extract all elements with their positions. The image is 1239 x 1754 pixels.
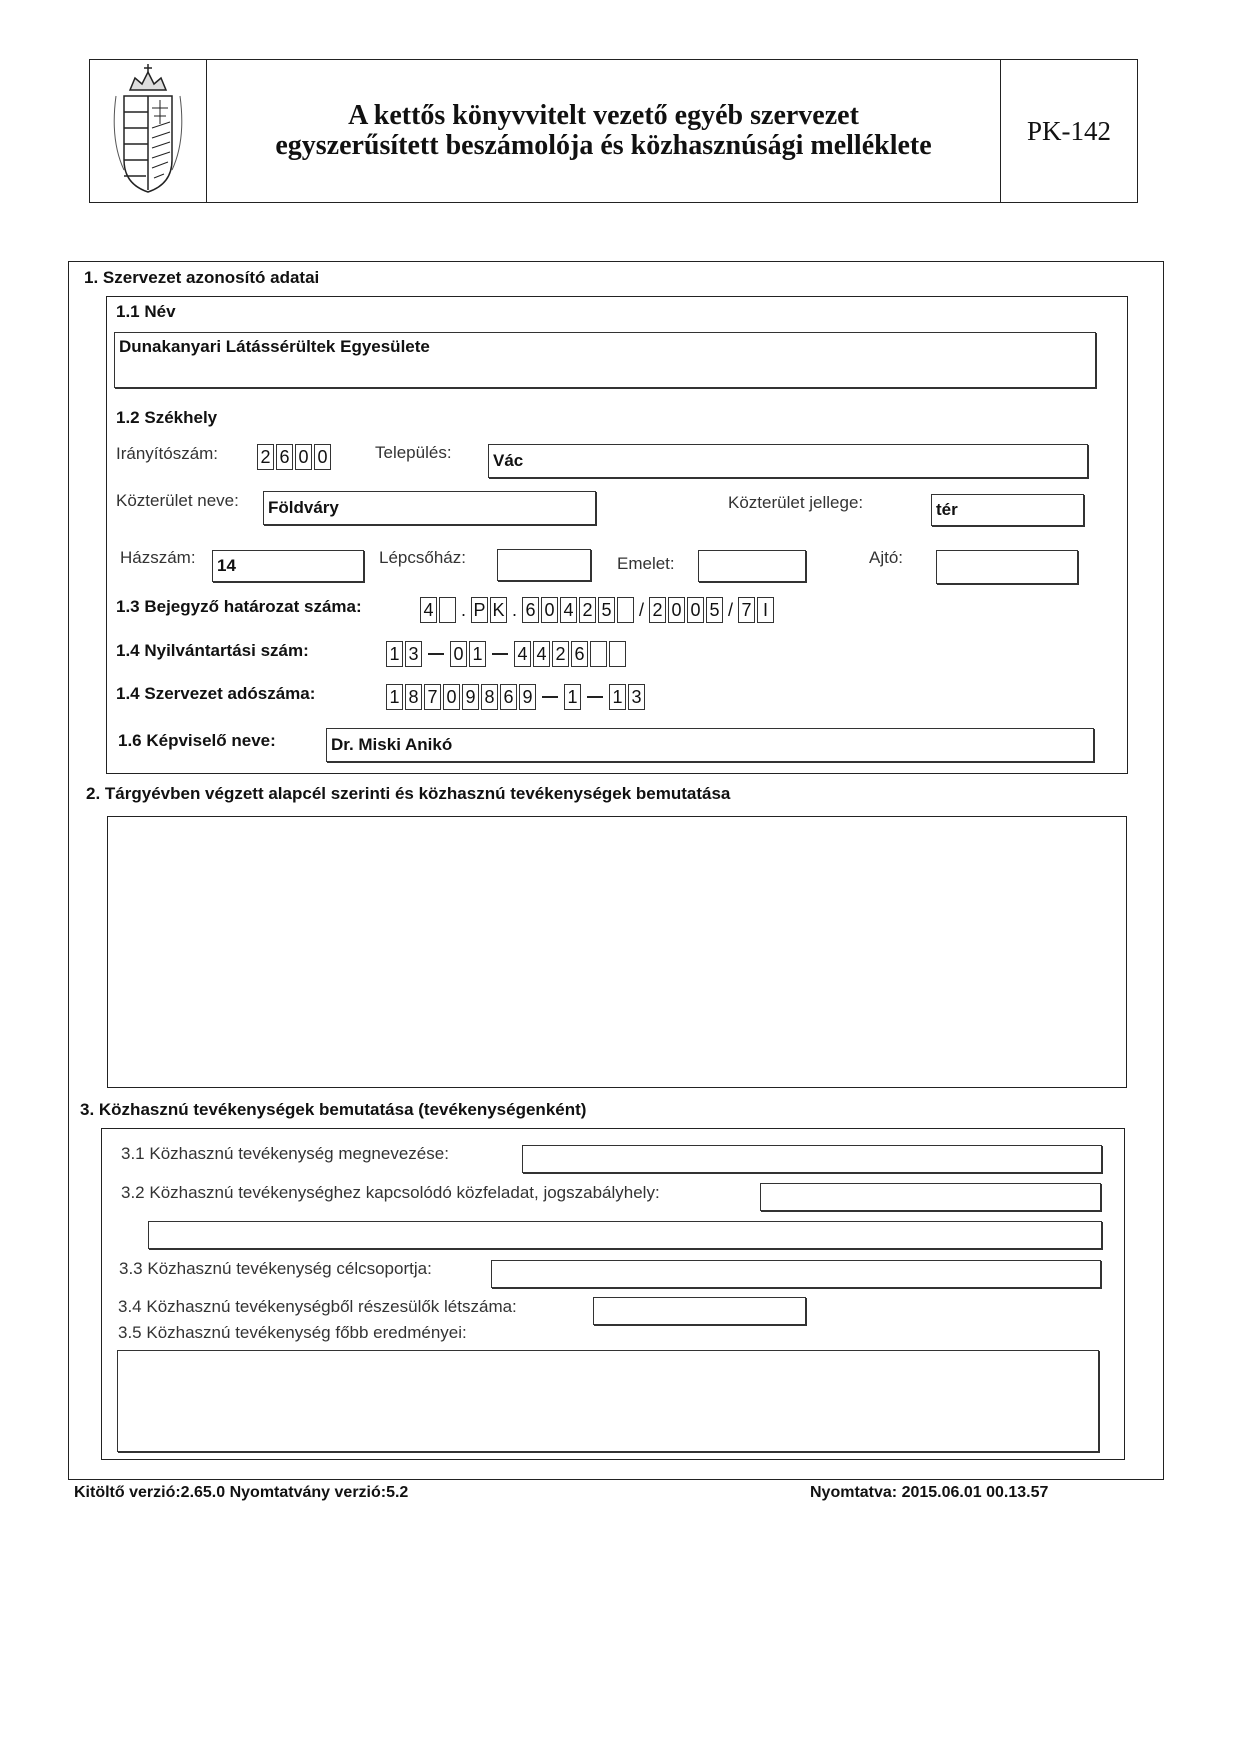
q34-field[interactable] — [593, 1297, 806, 1325]
section2-textarea[interactable] — [107, 816, 1127, 1088]
q31-field[interactable] — [522, 1145, 1102, 1173]
q31-label: 3.1 Közhasznú tevékenység megnevezése: — [121, 1144, 449, 1163]
seat-label: 1.2 Székhely — [116, 408, 218, 427]
digit-box[interactable]: 6 — [522, 597, 539, 623]
coat-of-arms-logo — [90, 60, 207, 201]
footer-version: Kitöltő verzió:2.65.0 Nyomtatvány verzió:5.2 — [74, 1484, 409, 1501]
q32-field[interactable] — [760, 1183, 1101, 1211]
zip-digits[interactable] — [257, 444, 331, 470]
digit-box[interactable]: 1 — [469, 641, 486, 667]
zip-label: Irányítószám: — [116, 444, 219, 463]
digit-box[interactable]: 4 — [420, 597, 437, 623]
dot-separator: . — [461, 599, 467, 620]
digit-box[interactable]: 1 — [386, 684, 403, 710]
house-field[interactable]: 14 — [212, 550, 364, 582]
registration-decision-label: 1.3 Bejegyző határozat száma: — [116, 597, 362, 616]
digit-box[interactable]: 1 — [386, 641, 403, 667]
street-type-field[interactable]: tér — [931, 494, 1084, 526]
digit-box[interactable]: 0 — [541, 597, 558, 623]
q33-label: 3.3 Közhasznú tevékenység célcsoportja: — [119, 1259, 432, 1278]
section1-title: 1. Szervezet azonosító adatai — [84, 268, 320, 287]
stair-label: Lépcsőház: — [379, 548, 466, 567]
q32-field-line2[interactable] — [148, 1221, 1102, 1249]
slash-separator: / — [639, 599, 645, 620]
digit-box[interactable]: 2 — [257, 444, 274, 470]
street-label: Közterület neve: — [116, 491, 239, 510]
q32-label: 3.2 Közhasznú tevékenységhez kapcsolódó közfeladat, jogszabályhely: — [121, 1183, 660, 1202]
digit-box[interactable]: 6 — [276, 444, 293, 470]
name-field[interactable]: Dunakanyari Látássérültek Egyesülete — [114, 332, 1096, 388]
door-label: Ajtó: — [869, 548, 904, 567]
dash-separator — [542, 696, 558, 698]
coat-of-arms-cell — [90, 60, 207, 202]
digit-box[interactable]: 0 — [687, 597, 704, 623]
street-type-label: Közterület jellege: — [728, 493, 864, 512]
digit-box[interactable]: 5 — [706, 597, 723, 623]
digit-box[interactable]: K — [490, 597, 507, 623]
digit-box[interactable]: 6 — [500, 684, 517, 710]
digit-box[interactable]: 0 — [668, 597, 685, 623]
digit-box[interactable]: 0 — [314, 444, 331, 470]
digit-box[interactable] — [590, 641, 607, 667]
dot-separator: . — [512, 599, 518, 620]
digit-box[interactable]: 8 — [481, 684, 498, 710]
digit-box[interactable]: 9 — [462, 684, 479, 710]
city-field[interactable]: Vác — [488, 444, 1088, 478]
digit-box[interactable]: 4 — [533, 641, 550, 667]
form-title-line1: A kettős könyvvitelt vezető egyéb szervezet — [348, 100, 859, 131]
floor-label: Emelet: — [617, 554, 675, 573]
dash-separator — [587, 696, 603, 698]
digit-box[interactable]: 5 — [598, 597, 615, 623]
digit-box[interactable]: 7 — [738, 597, 755, 623]
representative-field[interactable]: Dr. Miski Anikó — [326, 728, 1094, 762]
door-field[interactable] — [936, 550, 1078, 584]
section3-title: 3. Közhasznú tevékenységek bemutatása (tevékenységenként) — [80, 1100, 587, 1119]
digit-box[interactable]: 3 — [628, 684, 645, 710]
stair-field[interactable] — [497, 549, 591, 581]
digit-box[interactable]: 6 — [571, 641, 588, 667]
registration-decision-digits[interactable] — [420, 597, 774, 623]
slash-separator: / — [728, 599, 734, 620]
digit-box[interactable]: 0 — [450, 641, 467, 667]
digit-box[interactable] — [439, 597, 456, 623]
registry-number-digits[interactable] — [386, 641, 626, 667]
tax-number-digits[interactable] — [386, 684, 645, 710]
digit-box[interactable]: 9 — [519, 684, 536, 710]
digit-box[interactable]: 4 — [560, 597, 577, 623]
floor-field[interactable] — [698, 550, 806, 582]
digit-box[interactable]: 7 — [424, 684, 441, 710]
digit-box[interactable]: I — [757, 597, 774, 623]
digit-box[interactable]: 2 — [579, 597, 596, 623]
digit-box[interactable]: 2 — [552, 641, 569, 667]
street-field[interactable]: Földváry — [263, 491, 596, 525]
digit-box[interactable]: 0 — [295, 444, 312, 470]
representative-label: 1.6 Képviselő neve: — [118, 731, 276, 750]
form-title-line2: egyszerűsített beszámolója és közhasznúsági melléklete — [275, 130, 932, 161]
q34-label: 3.4 Közhasznú tevékenységből részesülők létszáma: — [118, 1297, 517, 1316]
q33-field[interactable] — [491, 1260, 1101, 1288]
digit-box[interactable]: P — [471, 597, 488, 623]
digit-box[interactable]: 1 — [609, 684, 626, 710]
city-label: Település: — [375, 443, 452, 462]
section2-title: 2. Tárgyévben végzett alapcél szerinti és közhasznú tevékenységek bemutatása — [86, 784, 731, 803]
digit-box[interactable]: 4 — [514, 641, 531, 667]
name-label: 1.1 Név — [116, 302, 176, 321]
digit-box[interactable]: 0 — [443, 684, 460, 710]
dash-separator — [492, 653, 508, 655]
house-label: Házszám: — [120, 548, 196, 567]
digit-box[interactable]: 8 — [405, 684, 422, 710]
q35-label: 3.5 Közhasznú tevékenység főbb eredményei: — [118, 1323, 467, 1342]
digit-box[interactable] — [617, 597, 634, 623]
form-title — [207, 60, 1001, 202]
digit-box[interactable] — [609, 641, 626, 667]
form-code: PK-142 — [1026, 115, 1111, 146]
digit-box[interactable]: 2 — [649, 597, 666, 623]
form-header — [89, 59, 1138, 203]
digit-box[interactable]: 3 — [405, 641, 422, 667]
digit-box[interactable]: 1 — [564, 684, 581, 710]
footer-printed: Nyomtatva: 2015.06.01 00.13.57 — [810, 1484, 1049, 1501]
registry-number-label: 1.4 Nyilvántartási szám: — [116, 641, 309, 660]
q35-textarea[interactable] — [117, 1350, 1099, 1452]
dash-separator — [428, 653, 444, 655]
tax-number-label: 1.4 Szervezet adószáma: — [116, 684, 316, 703]
